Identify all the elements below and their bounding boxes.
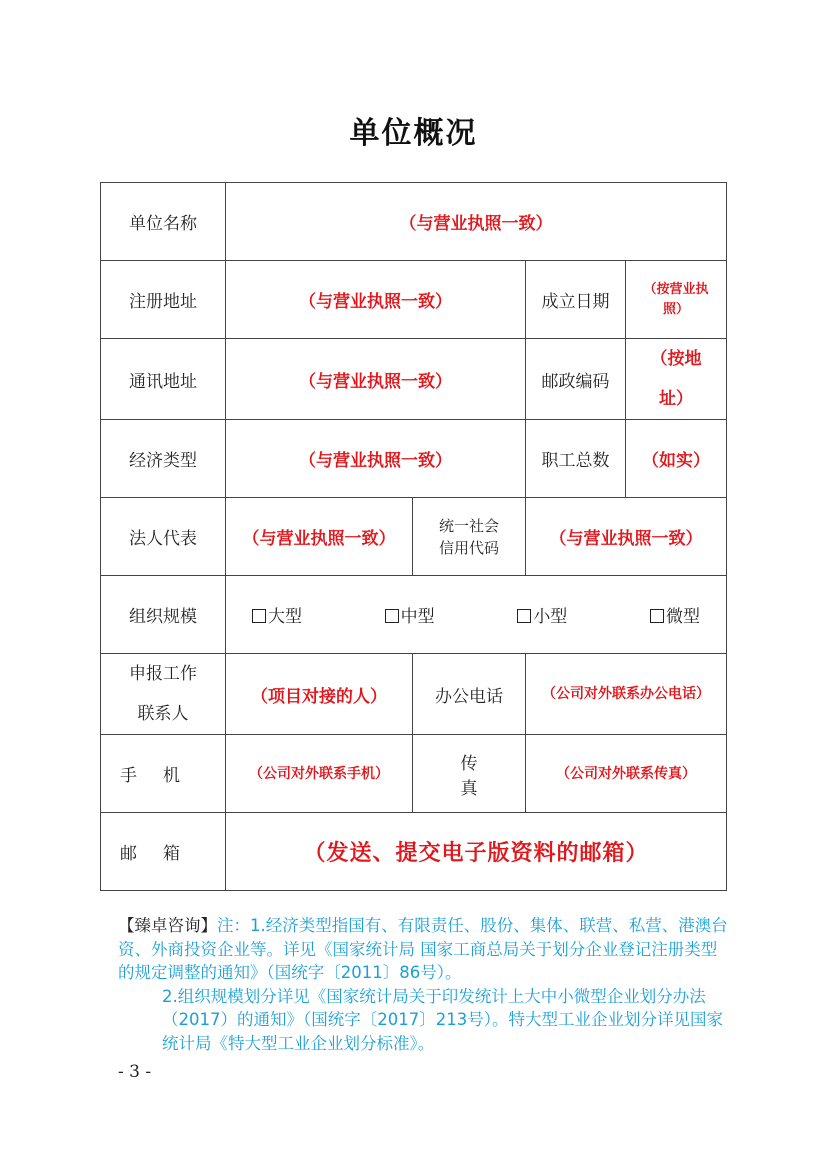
- field-credit-code[interactable]: （与营业执照一致）: [526, 498, 727, 576]
- field-fax[interactable]: （公司对外联系传真）: [526, 735, 727, 813]
- checkbox-large[interactable]: 大型: [252, 602, 302, 627]
- footnote-2: 2.组织规模划分详见《国家统计局关于印发统计上大中小微型企业划分办法（2017）的通知》（国统字〔2017〕213号）。特大型工业企业划分详见国家统计局《特大型工业企业划分标准》。: [162, 986, 723, 1053]
- label-mobile: 手机: [101, 735, 226, 813]
- checkbox-small[interactable]: 小型: [517, 602, 567, 627]
- row-unit-name: [101, 183, 727, 261]
- row-mail-address: [101, 339, 727, 420]
- checkbox-icon: [252, 609, 266, 623]
- field-reg-address[interactable]: （与营业执照一致）: [226, 261, 526, 339]
- label-credit-code: 统一社会信用代码: [413, 498, 526, 576]
- field-staff-count[interactable]: （如实）: [626, 420, 727, 498]
- field-econ-type[interactable]: （与营业执照一致）: [226, 420, 526, 498]
- checkbox-medium[interactable]: 中型: [385, 602, 435, 627]
- page-title: 单位概况: [349, 116, 478, 151]
- checkbox-icon: [517, 609, 531, 623]
- checkbox-icon: [650, 609, 664, 623]
- label-legal-rep: 法人代表: [101, 498, 226, 576]
- unit-overview-table: [100, 182, 727, 891]
- label-founding-date: 成立日期: [526, 261, 626, 339]
- checkbox-icon: [385, 609, 399, 623]
- label-econ-type: 经济类型: [101, 420, 226, 498]
- field-postal-code[interactable]: （按地址）: [626, 339, 727, 420]
- field-mail-address[interactable]: （与营业执照一致）: [226, 339, 526, 420]
- row-legal-rep: [101, 498, 727, 576]
- row-econ-type: [101, 420, 727, 498]
- label-contact: 申报工作联系人: [101, 654, 226, 735]
- label-reg-address: 注册地址: [101, 261, 226, 339]
- field-mobile[interactable]: （公司对外联系手机）: [226, 735, 413, 813]
- footnote-1: 【臻卓咨询】注：1.经济类型指国有、有限责任、股份、集体、联营、私营、港澳台资、外商投资企业等。详见《国家统计局 国家工商总局关于划分企业登记注册类型的规定调整的通知》（国统字〔2011〕86号）。: [118, 916, 728, 982]
- row-email: [101, 813, 727, 891]
- brand-label: 【臻卓咨询】: [118, 916, 217, 935]
- checkbox-micro[interactable]: 微型: [650, 602, 700, 627]
- row-reg-address: [101, 261, 727, 339]
- org-scale-options: [226, 576, 727, 654]
- field-office-phone[interactable]: （公司对外联系办公电话）: [526, 654, 727, 735]
- label-org-scale: 组织规模: [101, 576, 226, 654]
- label-staff-count: 职工总数: [526, 420, 626, 498]
- field-contact[interactable]: （项目对接的人）: [226, 654, 413, 735]
- field-unit-name[interactable]: （与营业执照一致）: [226, 183, 727, 261]
- field-founding-date[interactable]: （按营业执照）: [626, 261, 727, 339]
- label-unit-name: 单位名称: [101, 183, 226, 261]
- field-legal-rep[interactable]: （与营业执照一致）: [226, 498, 413, 576]
- row-mobile: [101, 735, 727, 813]
- label-postal-code: 邮政编码: [526, 339, 626, 420]
- row-org-scale: [101, 576, 727, 654]
- label-email: 邮箱: [101, 813, 226, 891]
- row-contact: [101, 654, 727, 735]
- label-fax: 传真: [413, 735, 526, 813]
- field-email[interactable]: （发送、提交电子版资料的邮箱）: [226, 813, 727, 891]
- label-office-phone: 办公电话: [413, 654, 526, 735]
- page-number: - 3 -: [118, 1062, 152, 1082]
- footnotes: [118, 914, 730, 1055]
- label-mail-address: 通讯地址: [101, 339, 226, 420]
